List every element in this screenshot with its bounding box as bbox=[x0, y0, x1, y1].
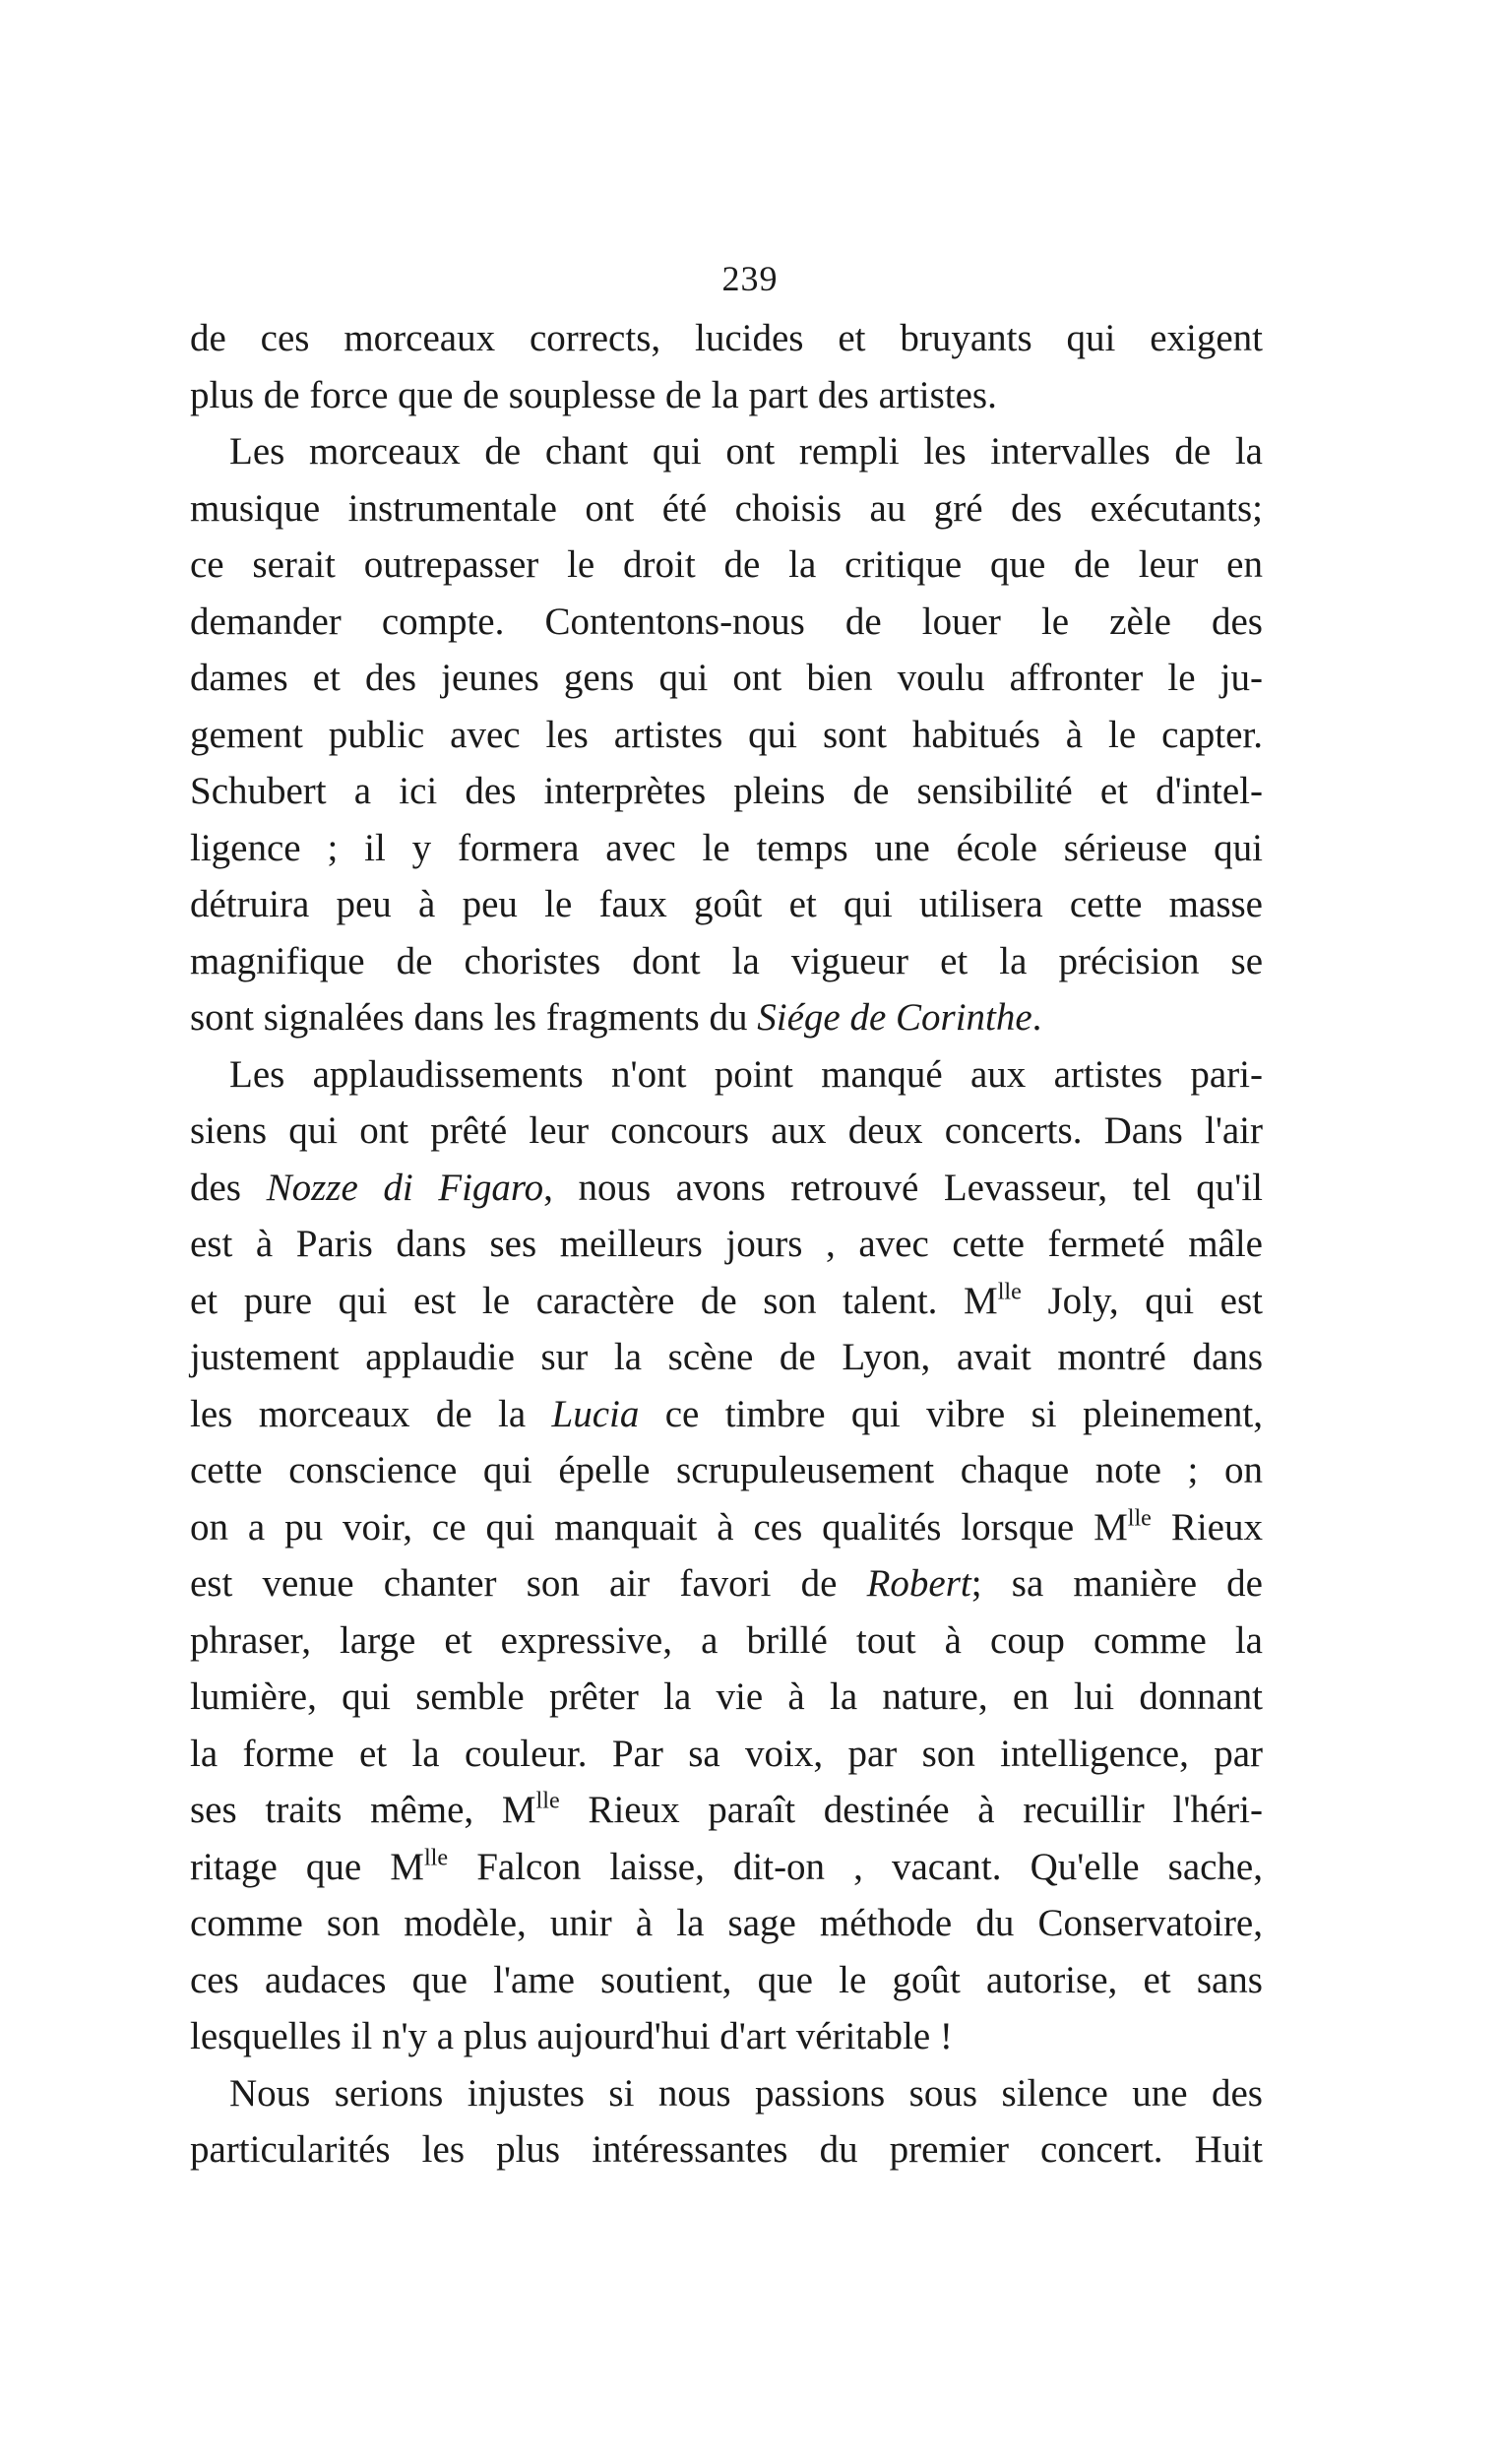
text-run: on a pu voir, ce qui manquait à ces qualités lorsque M bbox=[190, 1505, 1128, 1548]
text-line bbox=[190, 989, 1263, 1046]
text-line bbox=[190, 1782, 1263, 1839]
text-run: Rieux bbox=[1151, 1505, 1263, 1548]
text-line: siens qui ont prêté leur concours aux deux concerts. Dans l'air bbox=[190, 1109, 1263, 1152]
paragraph-start-line: Nous serions injustes si nous passions sous silence une des bbox=[229, 2071, 1263, 2115]
text-line: phraser, large et expressive, a brillé tout à coup comme la bbox=[190, 1618, 1263, 1662]
text-line: magnifique de choristes dont la vigueur et la précision se bbox=[190, 939, 1263, 982]
superscript-lle: lle bbox=[423, 1844, 449, 1870]
paragraph-start-line: Les morceaux de chant qui ont rempli les intervalles de la bbox=[229, 430, 1263, 473]
text-line bbox=[190, 1386, 1263, 1443]
text-run: et pure qui est le caractère de son talent. M bbox=[190, 1279, 998, 1322]
text-line: de ces morceaux corrects, lucides et bruyants qui exigent bbox=[190, 317, 1263, 359]
text-line bbox=[190, 1839, 1263, 1896]
text-run: sont signalées dans les fragments du bbox=[190, 996, 758, 1039]
superscript-lle: lle bbox=[1127, 1504, 1152, 1531]
superscript-lle: lle bbox=[997, 1278, 1022, 1304]
text-run: , nous avons retrouvé Levasseur, tel qu'il bbox=[543, 1166, 1263, 1209]
text-run: . bbox=[1031, 996, 1042, 1039]
text-line: lesquelles il n'y a plus aujourd'hui d'art véritable ! bbox=[190, 2015, 953, 2057]
italic-title-robert: Robert bbox=[866, 1562, 971, 1605]
text-run: ; sa manière de bbox=[970, 1562, 1263, 1605]
superscript-lle: lle bbox=[535, 1787, 560, 1814]
text-run: Joly, qui est bbox=[1021, 1279, 1263, 1322]
text-run: Rieux paraît destinée à recuillir l'héri- bbox=[559, 1789, 1263, 1831]
text-line: ligence ; il y formera avec le temps une école sérieuse qui bbox=[190, 826, 1263, 869]
text-line: dames et des jeunes gens qui ont bien voulu affronter le ju- bbox=[190, 657, 1263, 699]
text-line: cette conscience qui épelle scrupuleusement chaque note ; on bbox=[190, 1449, 1263, 1491]
page-number: 239 bbox=[721, 259, 779, 298]
text-line: la forme et la couleur. Par sa voix, par son intelligence, par bbox=[190, 1732, 1263, 1775]
text-line bbox=[190, 1499, 1263, 1556]
text-line: détruira peu à peu le faux goût et qui utilisera cette masse bbox=[190, 883, 1263, 925]
text-line: plus de force que de souplesse de la part des artistes. bbox=[190, 373, 997, 416]
italic-title-siege-de-corinthe: Siége de Corinthe bbox=[757, 996, 1032, 1039]
text-line: musique instrumentale ont été choisis au gré des exécutants; bbox=[190, 486, 1263, 530]
text-run: des bbox=[190, 1166, 267, 1209]
text-run: ses traits même, M bbox=[190, 1789, 536, 1831]
italic-title-nozze-di-figaro: Nozze di Figaro bbox=[266, 1166, 544, 1209]
text-line: Schubert a ici des interprètes pleins de sensibilité et d'intel- bbox=[190, 770, 1263, 812]
text-line bbox=[190, 1555, 1263, 1612]
italic-title-lucia: Lucia bbox=[551, 1392, 640, 1435]
text-run: ritage que M bbox=[190, 1845, 424, 1888]
text-line: ce serait outrepasser le droit de la critique que de leur en bbox=[190, 543, 1263, 586]
text-run: les morceaux de la bbox=[190, 1392, 552, 1435]
text-line: ces audaces que l'ame soutient, que le goût autorise, et sans bbox=[190, 1958, 1263, 2001]
body-text bbox=[190, 310, 1263, 2179]
text-line bbox=[190, 1273, 1263, 1330]
text-line: gement public avec les artistes qui sont habitués à le capter. bbox=[190, 713, 1263, 756]
text-run: ce timbre qui vibre si pleinement, bbox=[639, 1392, 1263, 1435]
text-line bbox=[190, 1160, 1263, 1217]
text-line: justement applaudie sur la scène de Lyon, avait montré dans bbox=[190, 1336, 1263, 1378]
text-line: particularités les plus intéressantes du premier concert. Huit bbox=[190, 2128, 1263, 2171]
text-line: est à Paris dans ses meilleurs jours , avec cette fermeté mâle bbox=[190, 1223, 1263, 1265]
text-line: demander compte. Contentons-nous de louer le zèle des bbox=[190, 600, 1263, 643]
paragraph-start-line: Les applaudissements n'ont point manqué aux artistes pari- bbox=[229, 1052, 1263, 1096]
text-run: est venue chanter son air favori de bbox=[190, 1562, 867, 1605]
text-run: Falcon laisse, dit-on , vacant. Qu'elle sache, bbox=[448, 1845, 1263, 1888]
text-line: lumière, qui semble prêter la vie à la nature, en lui donnant bbox=[190, 1675, 1263, 1718]
text-line: comme son modèle, unir à la sage méthode du Conservatoire, bbox=[190, 1902, 1263, 1944]
